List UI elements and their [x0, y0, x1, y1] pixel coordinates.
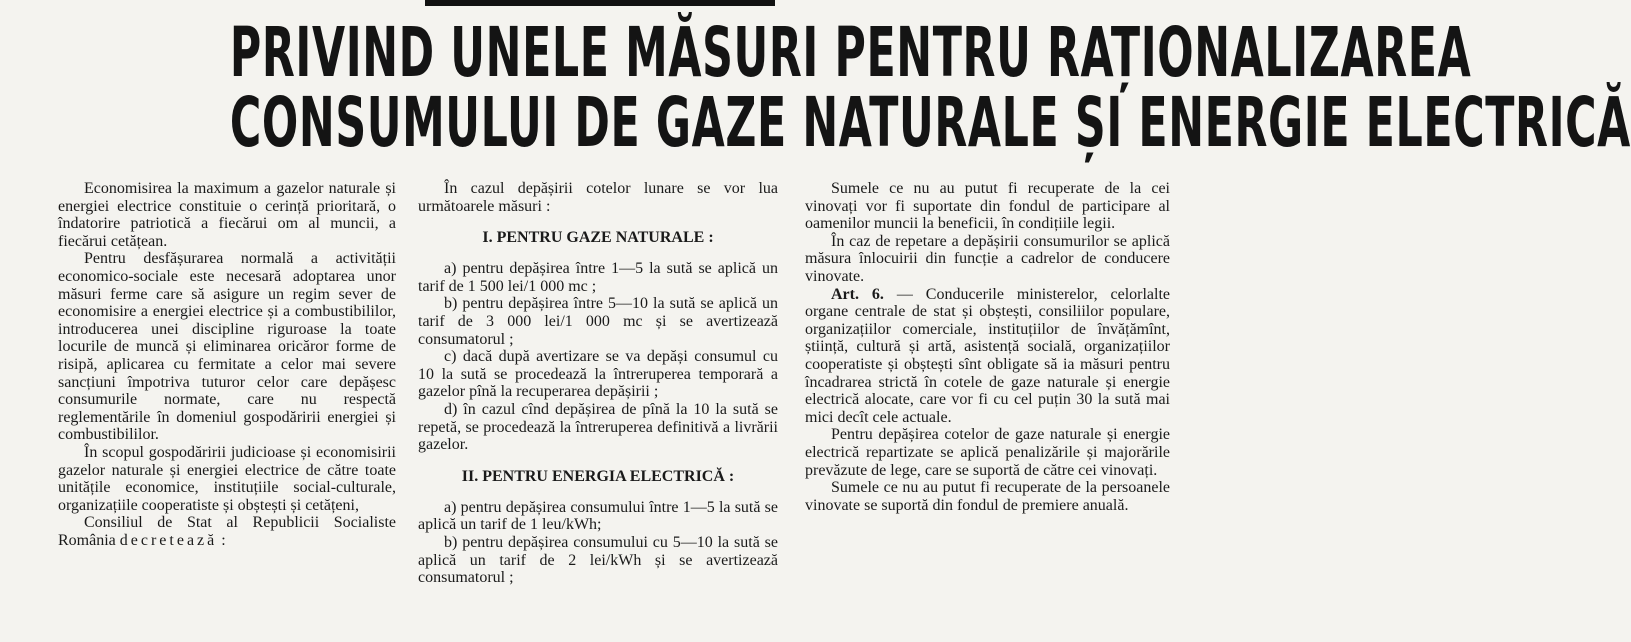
- paragraph: În scopul gospodăririi judicioase și economisirii gazelor naturale și energiei electrice de către toate unitățile economice, instituțiile social-culturale, organizațiile cooperatiste și obștești și cetățeni,: [58, 443, 396, 514]
- paragraph: Pentru depășirea cotelor de gaze naturale și energie electrică repartizate se aplică penalizările și majorările prevăzute de lege, care se suportă de către cei vinovați.: [805, 426, 1170, 479]
- paragraph: Pentru desfășurarea normală a activității economico-sociale este necesară adoptarea unor măsuri ferme care să asigure un regim sever de economisire a energiei electrice și a combustibililor, introducerea unei discipline riguroase la toate locurile de muncă și eliminarea oricăror forme de risipă, aplicarea cu fermitate a celor mai severe sancțiuni împotriva tuturor celor care depășesc consumurile normate, care nu respectă reglementările în domeniul gospodăririi energiei și combustibililor.: [58, 250, 396, 444]
- headline: [229, 13, 1631, 163]
- list-item: d) în cazul cînd depășirea de pînă la 10 la sută se repetă, se procedează la întreruperea definitivă a livrării gazelor.: [418, 400, 778, 454]
- article-label: Art. 6.: [831, 285, 884, 303]
- section-heading-electricity: II. PENTRU ENERGIA ELECTRICĂ :: [461, 467, 735, 485]
- headline-line-1: PRIVIND UNELE MĂSURI PENTRU RAȚIONALIZAREA: [229, 13, 1472, 93]
- paragraph: Economisirea la maximum a gazelor naturale și energiei electrice constituie o cerință prioritară, o îndatorire patriotică a fiecărui om al muncii, a fiecărui cetățean.: [58, 180, 396, 250]
- decree-colon: :: [221, 531, 226, 549]
- list-item: b) pentru depășirea consumului cu 5—10 la sută se aplică un tarif de 2 lei/kWh și se avertizează consumatorul ;: [418, 533, 778, 587]
- paragraph: Sumele ce nu au putut fi recuperate de la cei vinovați vor fi suportate din fondul de participare al oamenilor muncii la beneficii, în condițiile legii.: [805, 180, 1170, 233]
- list-item: a) pentru depășirea consumului între 1—5 la sută se aplică un tarif de 1 leu/kWh;: [418, 498, 778, 534]
- top-rule: [425, 0, 775, 6]
- column-2: [418, 180, 778, 587]
- article-paragraph: [805, 286, 1170, 427]
- article-text: — Conducerile ministerelor, celorlalte organe centrale de stat și obștești, consiliilor populare, organizațiilor comerciale, instituțiilor de învățămînt, știință, cultură și artă, asistență socială, organizațiilor cooperatiste și obștești sînt obligate să ia măsuri pentru încadrarea strictă în cotele de gaze naturale și energie electrică alocate, care vor fi cu cel puțin 30 la sută mai mici decît cele actuale.: [805, 285, 1171, 426]
- paragraph: În cazul depășirii cotelor lunare se vor lua următoarele măsuri :: [418, 180, 778, 215]
- decree-text: Consiliul de Stat al Republicii Socialiste România: [58, 514, 396, 549]
- list-item: b) pentru depășirea între 5—10 la sută se aplică un tarif de 3 000 lei/1 000 mc și se avertizează consumatorul ;: [418, 295, 778, 348]
- list-item: a) pentru depășirea între 1—5 la sută se aplică un tarif de 1 500 lei/1 000 mc ;: [418, 260, 778, 295]
- headline-line-2: CONSUMULUI DE GAZE NATURALE ȘI ENERGIE ELECTRICĂ: [229, 83, 1631, 163]
- paragraph: Sumele ce nu au putut fi recuperate de la persoanele vinovate se suportă din fondul de premiere anuală.: [805, 479, 1170, 514]
- column-1: [58, 180, 396, 549]
- section-heading-gas: I. PENTRU GAZE NATURALE :: [482, 229, 714, 247]
- paragraph: În caz de repetare a depășirii consumurilor se aplică măsura înlocuirii din funcție a cadrelor de conducere vinovate.: [805, 232, 1170, 285]
- decree-paragraph: [58, 514, 396, 549]
- column-3: [805, 180, 1170, 514]
- list-item: c) dacă după avertizare se va depăși consumul cu 10 la sută se procedează la întreruperea temporară a gazelor pînă la recuperarea depășirii ;: [418, 348, 778, 401]
- decree-word: decretează: [119, 531, 218, 549]
